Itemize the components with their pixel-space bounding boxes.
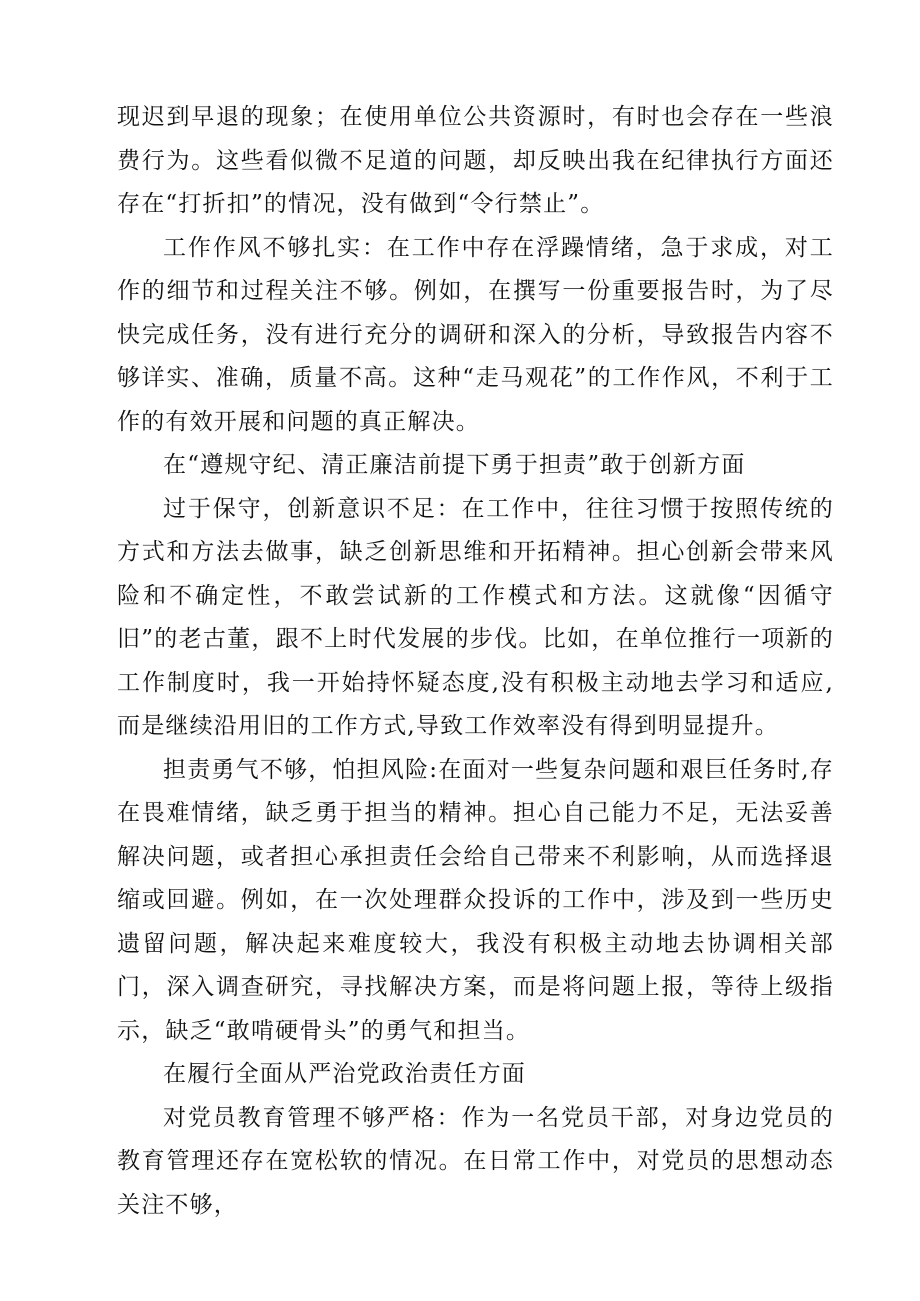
paragraph-responsibility: 担责勇气不够，怕担风险:在面对一些复杂问题和艰巨任务时,存在畏难情绪，缺乏勇于担当的精神。担心自己能力不足，无法妥善解决问题，或者担心承担责任会给自己带来不利影响，从而选择退缩或回避。例如，在一次处理群众投诉的工作中，涉及到一些历史遗留问题，解决起来难度较大，我没有积极主动地去协调相关部门，深入调查研究，寻找解决方案，而是将问题上报，等待上级指示，缺乏“敢啃硬骨头”的勇气和担当。 bbox=[117, 756, 834, 1044]
paragraph-party-education: 对党员教育管理不够严格：作为一名党员干部，对身边党员的教育管理还存在宽松软的情况。在日常工作中，对党员的思想动态关注不够， bbox=[117, 1104, 834, 1218]
document-page bbox=[117, 96, 834, 1227]
paragraph-work-style: 工作作风不够扎实：在工作中存在浮躁情绪，急于求成，对工作的细节和过程关注不够。例如，在撰写一份重要报告时，为了尽快完成任务，没有进行充分的调研和深入的分析，导致报告内容不够详实、准确，质量不高。这种“走马观花”的工作作风，不利于工作的有效开展和问题的真正解决。 bbox=[117, 234, 834, 435]
paragraph-continued: 现迟到早退的现象；在使用单位公共资源时，有时也会存在一些浪费行为。这些看似微不足道的问题，却反映出我在纪律执行方面还存在“打折扣”的情况，没有做到“令行禁止”。 bbox=[117, 104, 834, 217]
paragraph-innovation: 过于保守，创新意识不足：在工作中，往往习惯于按照传统的方式和方法去做事，缺乏创新思维和开拓精神。担心创新会带来风险和不确定性，不敢尝试新的工作模式和方法。这就像“因循守旧”的老古董，跟不上时代发展的步伐。比如，在单位推行一项新的工作制度时，我一开始持怀疑态度,没有积极主动地去学习和适应,而是继续沿用旧的工作方式,导致工作效率没有得到明显提升。 bbox=[117, 495, 834, 739]
section-heading-party-governance: 在履行全面从严治党政治责任方面 bbox=[163, 1061, 526, 1087]
section-heading-innovation: 在“遵规守纪、清正廉洁前提下勇于担责”敢于创新方面 bbox=[163, 452, 746, 478]
